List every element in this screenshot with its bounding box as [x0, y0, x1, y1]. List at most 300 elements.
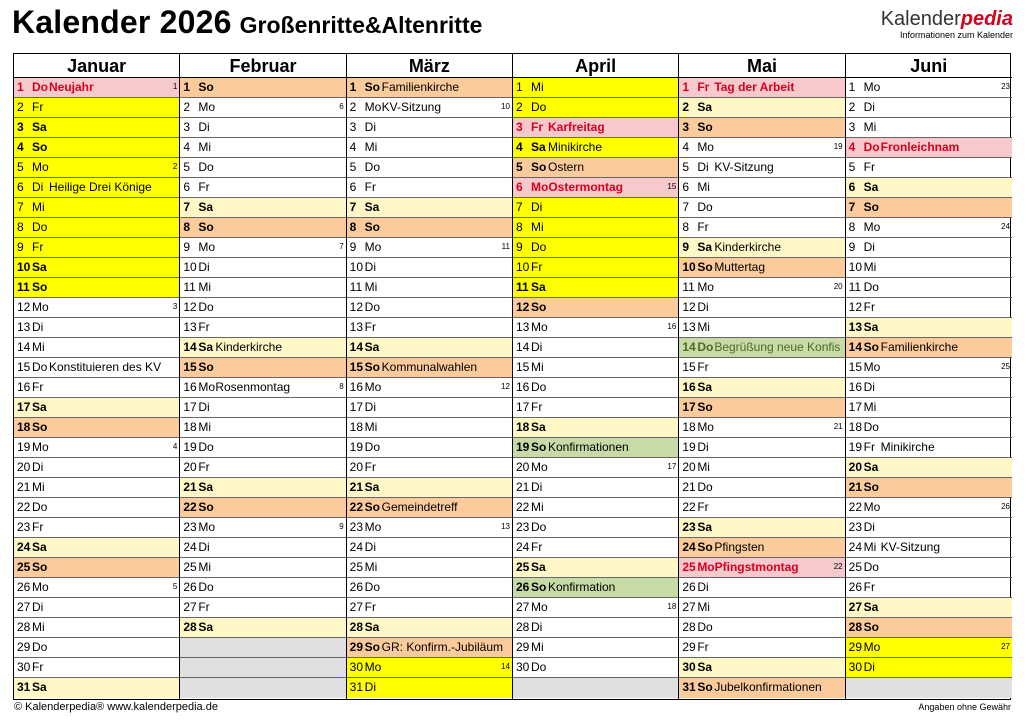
day-cell — [513, 678, 678, 698]
day-number: 29 — [515, 640, 530, 654]
weekday: Sa — [364, 200, 380, 214]
weekday: Mi — [32, 480, 45, 494]
day-number: 2 — [515, 100, 523, 114]
day-number: 26 — [349, 580, 364, 594]
day-number: 14 — [682, 340, 696, 354]
day-cell — [846, 378, 1012, 398]
day-number: 9 — [515, 240, 523, 254]
day-number: 11 — [515, 280, 529, 294]
day-number: 4 — [183, 140, 191, 154]
week-number: 26 — [1001, 502, 1010, 511]
weekday: Fr — [863, 160, 875, 174]
day-number: 1 — [17, 80, 24, 94]
weekday: Sa — [863, 320, 879, 334]
day-cell — [180, 678, 345, 698]
day-cell — [14, 178, 179, 198]
weekday: Mi — [364, 560, 378, 574]
day-number: 19 — [17, 440, 31, 454]
event-label: KV-Sitzung — [381, 100, 442, 114]
weekday: Do — [364, 580, 380, 594]
weekday: Mi — [863, 260, 877, 274]
day-cell — [679, 478, 844, 498]
day-cell — [513, 298, 678, 318]
day-number: 12 — [848, 300, 862, 314]
weekday: Di — [32, 460, 44, 474]
day-cell — [846, 678, 1012, 698]
day-cell — [679, 178, 844, 198]
day-number: 13 — [349, 320, 364, 334]
weekday: Fr — [32, 660, 44, 674]
weekday: Mi — [364, 140, 378, 154]
month-column-januar — [14, 54, 180, 699]
weekday: Fr — [530, 120, 543, 134]
weekday: Do — [863, 420, 879, 434]
weekday: Fr — [530, 540, 543, 554]
weekday: Sa — [863, 460, 879, 474]
weekday: Mo — [32, 160, 49, 174]
week-number: 19 — [833, 142, 843, 151]
day-number: 3 — [515, 120, 523, 134]
weekday: Fr — [697, 80, 710, 94]
weekday: So — [697, 260, 713, 274]
day-number: 22 — [17, 500, 31, 514]
event-label: Kinderkirche — [215, 340, 283, 354]
day-number: 10 — [848, 260, 862, 274]
weekday: Di — [697, 160, 709, 174]
weekday: Do — [32, 80, 48, 94]
day-number: 27 — [183, 600, 197, 614]
day-cell — [846, 618, 1012, 638]
weekday: Mo — [364, 100, 382, 114]
day-cell — [14, 378, 179, 398]
weekday: Sa — [198, 620, 214, 634]
day-number: 30 — [682, 660, 696, 674]
weekday: Mo — [863, 640, 881, 654]
day-number: 2 — [349, 100, 357, 114]
weekday: Mo — [364, 240, 382, 254]
day-number: 24 — [349, 540, 364, 554]
day-cell — [14, 338, 179, 358]
weekday: Do — [198, 300, 214, 314]
day-number: 11 — [183, 280, 196, 294]
weekday: So — [697, 680, 713, 694]
day-cell — [513, 398, 678, 418]
weekday: Do — [697, 340, 714, 354]
weekday: Mi — [198, 280, 211, 294]
weekday: Di — [364, 120, 376, 134]
event-label: KV-Sitzung — [880, 540, 941, 554]
day-cell — [679, 538, 844, 558]
day-number: 3 — [682, 120, 689, 134]
weekday: Do — [697, 480, 713, 494]
day-cell — [679, 398, 844, 418]
day-number: 27 — [17, 600, 31, 614]
day-cell — [513, 418, 678, 438]
week-number: 12 — [501, 382, 510, 391]
weekday: Mo — [530, 320, 548, 334]
day-cell — [513, 658, 678, 678]
day-cell — [180, 498, 345, 518]
day-cell — [679, 418, 844, 438]
day-cell — [846, 158, 1012, 178]
weekday: Mi — [530, 80, 544, 94]
weekday: Di — [863, 520, 875, 534]
event-label: Begrüßung neue Konfis — [714, 340, 841, 354]
day-number: 8 — [183, 220, 191, 234]
day-number: 28 — [515, 620, 530, 634]
day-cell — [347, 238, 512, 258]
day-number: 18 — [682, 420, 696, 434]
weekday: Di — [32, 180, 44, 194]
page-subtitle: Großenritte&Altenritte — [239, 12, 483, 38]
event-label: Neujahr — [49, 80, 94, 94]
weekday: Di — [32, 320, 44, 334]
day-cell — [513, 278, 678, 298]
day-number: 25 — [17, 560, 31, 574]
day-number: 26 — [17, 580, 31, 594]
day-cell — [180, 658, 345, 678]
day-cell — [846, 598, 1012, 618]
day-cell — [14, 278, 179, 298]
day-cell — [846, 498, 1012, 518]
weekday: Fr — [32, 380, 44, 394]
day-cell — [180, 458, 345, 478]
day-number: 17 — [682, 400, 696, 414]
day-number: 7 — [349, 200, 357, 214]
event-label: Minikirche — [880, 440, 935, 454]
weekday: So — [198, 220, 214, 234]
week-number: 4 — [172, 442, 178, 451]
day-cell — [679, 158, 844, 178]
event-label: Ostern — [547, 160, 584, 174]
weekday: Sa — [697, 520, 712, 534]
day-number: 22 — [682, 500, 696, 514]
day-cell — [513, 598, 678, 618]
weekday: Do — [697, 620, 713, 634]
day-number: 8 — [349, 220, 357, 234]
day-number: 1 — [682, 80, 689, 94]
weekday: Mo — [863, 220, 881, 234]
day-number: 11 — [682, 280, 695, 294]
day-cell — [14, 618, 179, 638]
day-cell — [679, 118, 844, 138]
day-number: 25 — [848, 560, 862, 574]
day-cell — [180, 558, 345, 578]
day-cell — [679, 598, 844, 618]
day-cell — [513, 638, 678, 658]
day-number: 16 — [848, 380, 862, 394]
day-number: 12 — [515, 300, 530, 314]
day-number: 27 — [682, 600, 696, 614]
day-cell — [513, 98, 678, 118]
day-number: 4 — [515, 140, 523, 154]
event-label: Minikirche — [547, 140, 602, 154]
day-cell — [14, 518, 179, 538]
day-cell — [347, 438, 512, 458]
weekday: Fr — [198, 320, 210, 334]
day-cell — [846, 138, 1012, 158]
day-number: 24 — [848, 540, 862, 554]
day-cell — [513, 258, 678, 278]
day-number: 5 — [515, 160, 523, 174]
day-number: 7 — [17, 200, 24, 214]
weekday: So — [198, 80, 214, 94]
day-number: 1 — [183, 80, 191, 94]
calendar-title — [12, 4, 482, 41]
day-number: 20 — [848, 460, 862, 474]
weekday: Fr — [198, 180, 210, 194]
day-cell — [513, 378, 678, 398]
weekday: So — [32, 420, 48, 434]
day-cell — [679, 218, 844, 238]
weekday: Di — [863, 240, 875, 254]
weekday: Mo — [530, 600, 548, 614]
week-number: 10 — [501, 102, 510, 111]
event-label: Pfingsten — [714, 540, 765, 554]
brand-logo — [881, 8, 1013, 40]
day-number: 21 — [183, 480, 197, 494]
weekday: So — [530, 440, 547, 454]
day-cell — [347, 538, 512, 558]
day-cell — [180, 418, 345, 438]
day-cell — [679, 658, 844, 678]
week-number: 21 — [833, 422, 843, 431]
week-number: 8 — [339, 382, 344, 391]
day-number: 16 — [17, 380, 31, 394]
day-cell — [14, 678, 179, 698]
day-number: 18 — [515, 420, 530, 434]
weekday: Sa — [32, 120, 47, 134]
day-number: 24 — [682, 540, 696, 554]
day-number: 31 — [682, 680, 696, 694]
day-cell — [846, 518, 1012, 538]
day-cell — [14, 538, 179, 558]
weekday: So — [364, 500, 380, 514]
day-cell — [347, 378, 512, 398]
weekday: Sa — [530, 140, 546, 154]
day-number: 3 — [183, 120, 191, 134]
day-number: 14 — [349, 340, 364, 354]
day-number: 25 — [183, 560, 197, 574]
day-cell — [347, 198, 512, 218]
day-cell — [180, 338, 345, 358]
weekday: Di — [364, 680, 376, 694]
day-cell — [846, 358, 1012, 378]
week-number: 22 — [833, 562, 843, 571]
weekday: Mo — [697, 280, 714, 294]
weekday: Mo — [364, 380, 382, 394]
day-cell — [180, 258, 345, 278]
day-cell — [347, 298, 512, 318]
day-number: 13 — [682, 320, 696, 334]
weekday: Fr — [364, 320, 376, 334]
day-cell — [679, 498, 844, 518]
day-cell — [846, 338, 1012, 358]
weekday: So — [863, 480, 879, 494]
day-cell — [14, 358, 179, 378]
weekday: Di — [198, 400, 210, 414]
weekday: Sa — [530, 420, 546, 434]
weekday: Mi — [697, 460, 710, 474]
day-number: 22 — [848, 500, 862, 514]
weekday: Sa — [364, 620, 380, 634]
day-number: 7 — [682, 200, 689, 214]
day-cell — [513, 578, 678, 598]
day-cell — [14, 578, 179, 598]
weekday: Mo — [863, 80, 881, 94]
day-cell — [513, 218, 678, 238]
weekday: So — [32, 140, 48, 154]
day-number: 27 — [515, 600, 530, 614]
day-number: 27 — [848, 600, 862, 614]
month-header: Juni — [846, 54, 1012, 78]
day-cell — [846, 318, 1012, 338]
month-column-mai — [679, 54, 845, 699]
event-label: Gemeindetreff — [381, 500, 458, 514]
week-number: 14 — [501, 662, 510, 671]
calendar-grid — [13, 53, 1011, 700]
weekday: Fr — [364, 460, 376, 474]
weekday: Do — [530, 660, 547, 674]
day-number: 18 — [848, 420, 862, 434]
day-number: 16 — [349, 380, 364, 394]
day-cell — [513, 518, 678, 538]
day-cell — [846, 578, 1012, 598]
day-number: 2 — [848, 100, 856, 114]
day-cell — [180, 178, 345, 198]
weekday: So — [863, 340, 879, 354]
weekday: Sa — [863, 180, 879, 194]
day-number: 25 — [515, 560, 530, 574]
weekday: Do — [530, 520, 547, 534]
day-cell — [347, 118, 512, 138]
day-cell — [14, 598, 179, 618]
day-number: 23 — [515, 520, 530, 534]
day-number: 23 — [848, 520, 862, 534]
weekday: Fr — [198, 600, 210, 614]
weekday: Di — [863, 100, 875, 114]
day-number: 2 — [17, 100, 24, 114]
day-number: 27 — [349, 600, 364, 614]
day-number: 1 — [349, 80, 357, 94]
day-cell — [513, 198, 678, 218]
weekday: Di — [697, 580, 709, 594]
day-number: 22 — [349, 500, 364, 514]
weekday: Sa — [697, 240, 712, 254]
week-number: 6 — [339, 102, 344, 111]
day-number: 6 — [183, 180, 191, 194]
day-cell — [180, 378, 345, 398]
weekday: Di — [530, 200, 543, 214]
day-number: 29 — [17, 640, 31, 654]
weekday: So — [32, 560, 48, 574]
day-number: 12 — [682, 300, 696, 314]
day-number: 11 — [17, 280, 30, 294]
day-number: 5 — [349, 160, 357, 174]
day-cell — [679, 458, 844, 478]
day-cell — [679, 78, 844, 98]
day-number: 15 — [349, 360, 364, 374]
weekday: Sa — [697, 380, 712, 394]
day-number: 17 — [183, 400, 197, 414]
day-cell — [679, 558, 844, 578]
week-number: 5 — [172, 582, 178, 591]
day-cell — [347, 258, 512, 278]
day-cell — [513, 318, 678, 338]
day-cell — [347, 518, 512, 538]
day-number: 19 — [515, 440, 530, 454]
day-cell — [14, 238, 179, 258]
day-number: 8 — [515, 220, 523, 234]
day-number: 30 — [17, 660, 31, 674]
day-cell — [679, 618, 844, 638]
day-cell — [846, 458, 1012, 478]
day-number: 26 — [515, 580, 530, 594]
event-label: Jubelkonfirmationen — [714, 680, 822, 694]
weekday: Fr — [530, 400, 543, 414]
day-number: 9 — [848, 240, 856, 254]
weekday: Sa — [198, 200, 214, 214]
weekday: So — [198, 500, 214, 514]
day-cell — [180, 218, 345, 238]
day-number: 15 — [515, 360, 530, 374]
day-number: 10 — [682, 260, 696, 274]
weekday: Di — [863, 380, 875, 394]
day-cell — [513, 338, 678, 358]
day-number: 30 — [848, 660, 862, 674]
day-cell — [846, 238, 1012, 258]
day-cell — [180, 138, 345, 158]
day-cell — [347, 678, 512, 698]
day-cell — [14, 198, 179, 218]
day-cell — [846, 558, 1012, 578]
weekday: Mo — [530, 460, 548, 474]
day-number: 19 — [848, 440, 862, 454]
weekday: Sa — [863, 600, 879, 614]
day-cell — [679, 378, 844, 398]
weekday: Di — [530, 620, 543, 634]
weekday: Mi — [364, 280, 378, 294]
day-number: 4 — [17, 140, 24, 154]
day-cell — [679, 138, 844, 158]
day-number: 3 — [848, 120, 856, 134]
day-number: 28 — [183, 620, 197, 634]
day-cell — [180, 278, 345, 298]
day-cell — [14, 258, 179, 278]
day-cell — [14, 418, 179, 438]
weekday: So — [364, 640, 380, 654]
day-cell — [14, 158, 179, 178]
day-number: 13 — [17, 320, 31, 334]
event-label: Pfingstmontag — [714, 560, 799, 574]
weekday: Sa — [198, 480, 214, 494]
day-number: 6 — [17, 180, 24, 194]
day-cell — [14, 218, 179, 238]
day-cell — [180, 578, 345, 598]
day-cell — [347, 478, 512, 498]
day-cell — [846, 298, 1012, 318]
weekday: Fr — [697, 500, 709, 514]
day-cell — [846, 538, 1012, 558]
day-cell — [14, 478, 179, 498]
weekday: Fr — [198, 460, 210, 474]
weekday: Sa — [530, 560, 546, 574]
weekday: So — [863, 620, 879, 634]
weekday: Fr — [364, 180, 376, 194]
event-label: Familienkirche — [880, 340, 958, 354]
day-cell — [180, 118, 345, 138]
weekday: Di — [198, 260, 210, 274]
